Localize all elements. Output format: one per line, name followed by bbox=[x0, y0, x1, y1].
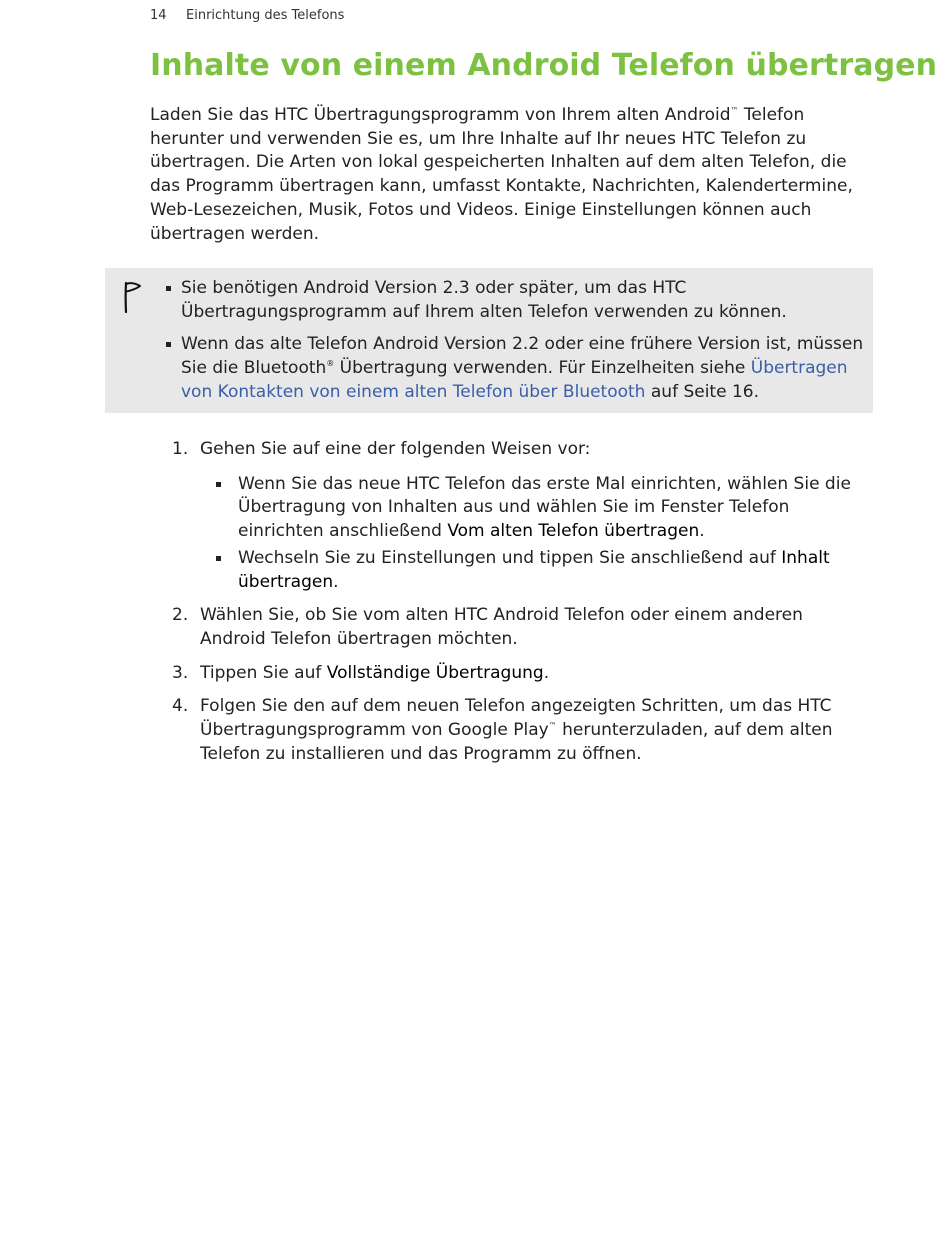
step-text: Tippen Sie auf bbox=[200, 662, 327, 683]
bullet bbox=[216, 556, 221, 561]
note-item bbox=[163, 333, 865, 404]
sub-item-text: Wenn Sie das neue HTC Telefon das erste Mal einrichten, wählen Sie die Übertragung von Inhalten aus und wählen Sie im Fenster Telefon einrichten anschließend bbox=[238, 473, 851, 542]
intro-text-continued: Telefon herunter und verwenden Sie es, um Ihre Inhalte auf Ihr neues HTC Telefon zu übertragen. Die Arten von lokal gespeicherten Inhalten auf dem alten Telefon, die das Programm übertragen kann, umfasst Kontakte, Nachrichten, Kalendertermine, Web-Lesezeichen, Musik, Fotos und Videos. Einige Einstellungen können auch übertragen werden. bbox=[150, 105, 853, 244]
note-item-text-continued: Übertragung verwenden. Für Einzelheiten siehe bbox=[334, 358, 751, 379]
note-box bbox=[105, 268, 873, 413]
step-item bbox=[172, 604, 872, 651]
step-text: Folgen Sie den auf dem neuen Telefon angezeigten Schritten, um das HTC Übertragungsprogramm von Google Play bbox=[200, 696, 832, 741]
step-number: 3. bbox=[172, 662, 189, 683]
sub-item bbox=[200, 547, 872, 594]
flag-icon bbox=[121, 280, 143, 314]
note-list bbox=[163, 277, 865, 414]
menu-label: Vom alten Telefon übertragen bbox=[447, 521, 700, 542]
step-number: 2. bbox=[172, 605, 189, 626]
intro-text: Laden Sie das HTC Übertragungsprogramm von Ihrem alten Android bbox=[150, 105, 731, 125]
bullet bbox=[216, 482, 221, 487]
trademark-symbol: ™ bbox=[548, 721, 557, 731]
intro-paragraph bbox=[150, 104, 872, 246]
step-text: Gehen Sie auf eine der folgenden Weisen vor: bbox=[200, 439, 591, 459]
step-text: Wählen Sie, ob Sie vom alten HTC Android Telefon oder einem anderen Android Telefon übertragen möchten. bbox=[200, 605, 803, 649]
step-text-end: . bbox=[543, 662, 550, 683]
bullet bbox=[166, 342, 171, 347]
note-item-text-end: auf Seite 16. bbox=[645, 381, 759, 402]
step-text-continued: herunterzuladen, auf dem alten Telefon zu installieren und das Programm zu öffnen. bbox=[200, 720, 833, 764]
step-number: 4. bbox=[172, 696, 189, 717]
note-item-text: Wenn das alte Telefon Android Version 2.2 oder eine frühere Version ist, müssen Sie die Bluetooth bbox=[181, 334, 864, 379]
steps-list bbox=[172, 438, 872, 776]
step-item bbox=[172, 695, 872, 766]
note-item-text: Sie benötigen Android Version 2.3 oder später, um das HTC Übertragungsprogramm auf Ihrem alten Telefon verwenden zu können. bbox=[181, 278, 787, 322]
sub-item-end: . bbox=[333, 571, 339, 592]
trademark-symbol: ™ bbox=[730, 106, 739, 115]
note-item bbox=[163, 277, 865, 324]
step-number: 1. bbox=[172, 439, 189, 459]
step-item bbox=[172, 438, 872, 594]
page-header bbox=[150, 8, 344, 23]
sub-item-end: . bbox=[699, 521, 705, 542]
menu-label: Vollständige Übertragung bbox=[326, 662, 544, 683]
sub-list bbox=[200, 473, 872, 595]
sub-item-text: Wechseln Sie zu Einstellungen und tippen Sie anschließend auf bbox=[238, 547, 782, 568]
page-number: 14 bbox=[150, 8, 167, 23]
registered-symbol: ® bbox=[326, 359, 335, 369]
menu-label: Inhalt übertragen bbox=[238, 547, 830, 592]
bluetooth-transfer-link[interactable]: Übertragen von Kontakten von einem alten Telefon über Bluetooth bbox=[181, 358, 848, 402]
page-title: Inhalte von einem Android Telefon übertragen bbox=[150, 48, 938, 83]
sub-item bbox=[200, 473, 872, 544]
step-item bbox=[172, 662, 872, 686]
chapter-title: Einrichtung des Telefons bbox=[186, 8, 345, 23]
bullet bbox=[166, 286, 171, 291]
